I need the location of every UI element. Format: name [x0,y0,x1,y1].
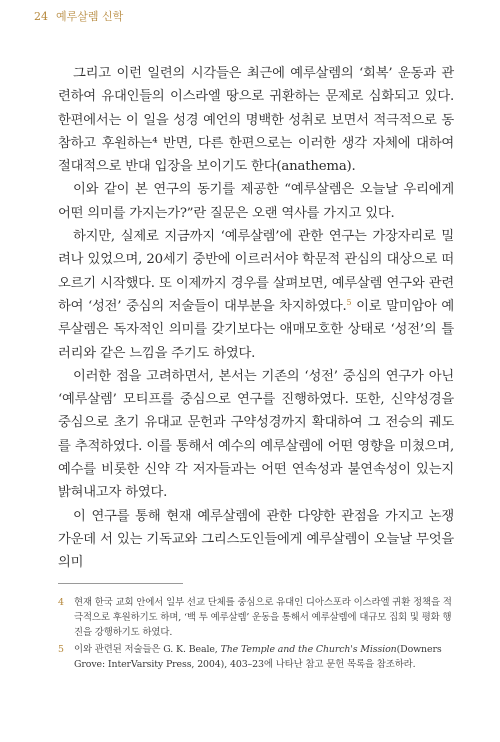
footnotes [58,595,454,674]
running-header [34,8,123,24]
page-number: 24 [34,10,48,23]
footnote-5 [58,642,454,672]
paragraph-2: 이와 같이 본 연구의 동기를 제공한 “예루살렘은 오늘날 우리에게 어떤 의미를 가지는가?”란 질문은 오랜 역사를 가지고 있다. [58,182,454,221]
footnote-text-a: 이와 관련된 저술들은 G. K. Beale, [74,644,221,655]
body-text [58,62,454,575]
footnote-divider [58,583,183,584]
footnote-text: 현재 한국 교회 안에서 일부 선교 단체를 중심으로 유대인 디아스포라 이스라엘 귀환 정책을 적극적으로 후원하기도 하며, ‘백 투 예루살렘’ 운동을 통해서 예루살렘에 대규모 집회 및 평화 행진을 강행하기도 하였다. [74,597,452,638]
paragraph-5: 이 연구를 통해 현재 예루살렘에 관한 다양한 관점을 가지고 논쟁 가운데 서 있는 기독교와 그리스도인들에게 예루살렘이 오늘날 무엇을 의미 [58,508,454,571]
footnote-number: 4 [58,597,64,608]
footnote-text-b: (Downers Grove: InterVarsity Press, 2004), 403–23에 나타난 참고 문헌 목록을 참조하라. [74,644,442,670]
footnote-ref-5[interactable]: 5 [346,297,352,307]
paragraph-4: 이러한 점을 고려하면서, 본서는 기존의 ‘성전’ 중심의 연구가 아닌 ‘예루살렘’ 모티프를 중심으로 연구를 진행하였다. 또한, 신약성경을 중심으로 초기 유대교 문헌과 구약성경까지 확대하여 그 전승의 궤도를 추적하였다. 이를 통해서 예수의 예루살렘에 어떤 영향을 미쳤으며, 예수를 비롯한 신약 각 저자들과는 어떤 연속성과 불연속성이 있는지 밝혀내고자 하였다. [58,368,454,501]
cited-book-title: The Temple and the Church's Mission [220,644,397,655]
book-title: 예루살렘 신학 [56,10,124,23]
footnote-number: 5 [58,644,64,655]
paragraph-3 [58,225,454,365]
paragraph-1: 그리고 이런 일련의 시각들은 최근에 예루살렘의 ‘회복’ 운동과 관련하여 유대인들의 이스라엘 땅으로 귀환하는 문제로 심화되고 있다. 한편에서는 이 일을 성경 예언의 명백한 성취로 보면서 적극적으로 동참하고 후원하는⁴ 반면, 다른 한편으로는 이러한 생각 자체에 대하여 절대적으로 반대 입장을 보이기도 한다(anathema). [58,66,454,175]
footnote-4 [58,595,454,640]
paragraph-3-text-a: 하지만, 실제로 지금까지 ‘예루살렘’에 관한 연구는 가장자리로 밀려나 있었으며, 20세기 중반에 이르러서야 학문적 관심의 대상으로 떠오르기 시작했다. 또 이제까지 경우를 살펴보면, 예루살렘 연구와 관련하여 ‘성전’ 중심의 저술들이 대부분을 차지하였다. [58,229,454,314]
paragraph-3-text-b: 이로 말미암아 예루살렘은 독자적인 의미를 갖기보다는 애매모호한 상태로 ‘성전’의 틀러리와 같은 느낌을 주기도 하였다. [58,298,455,361]
